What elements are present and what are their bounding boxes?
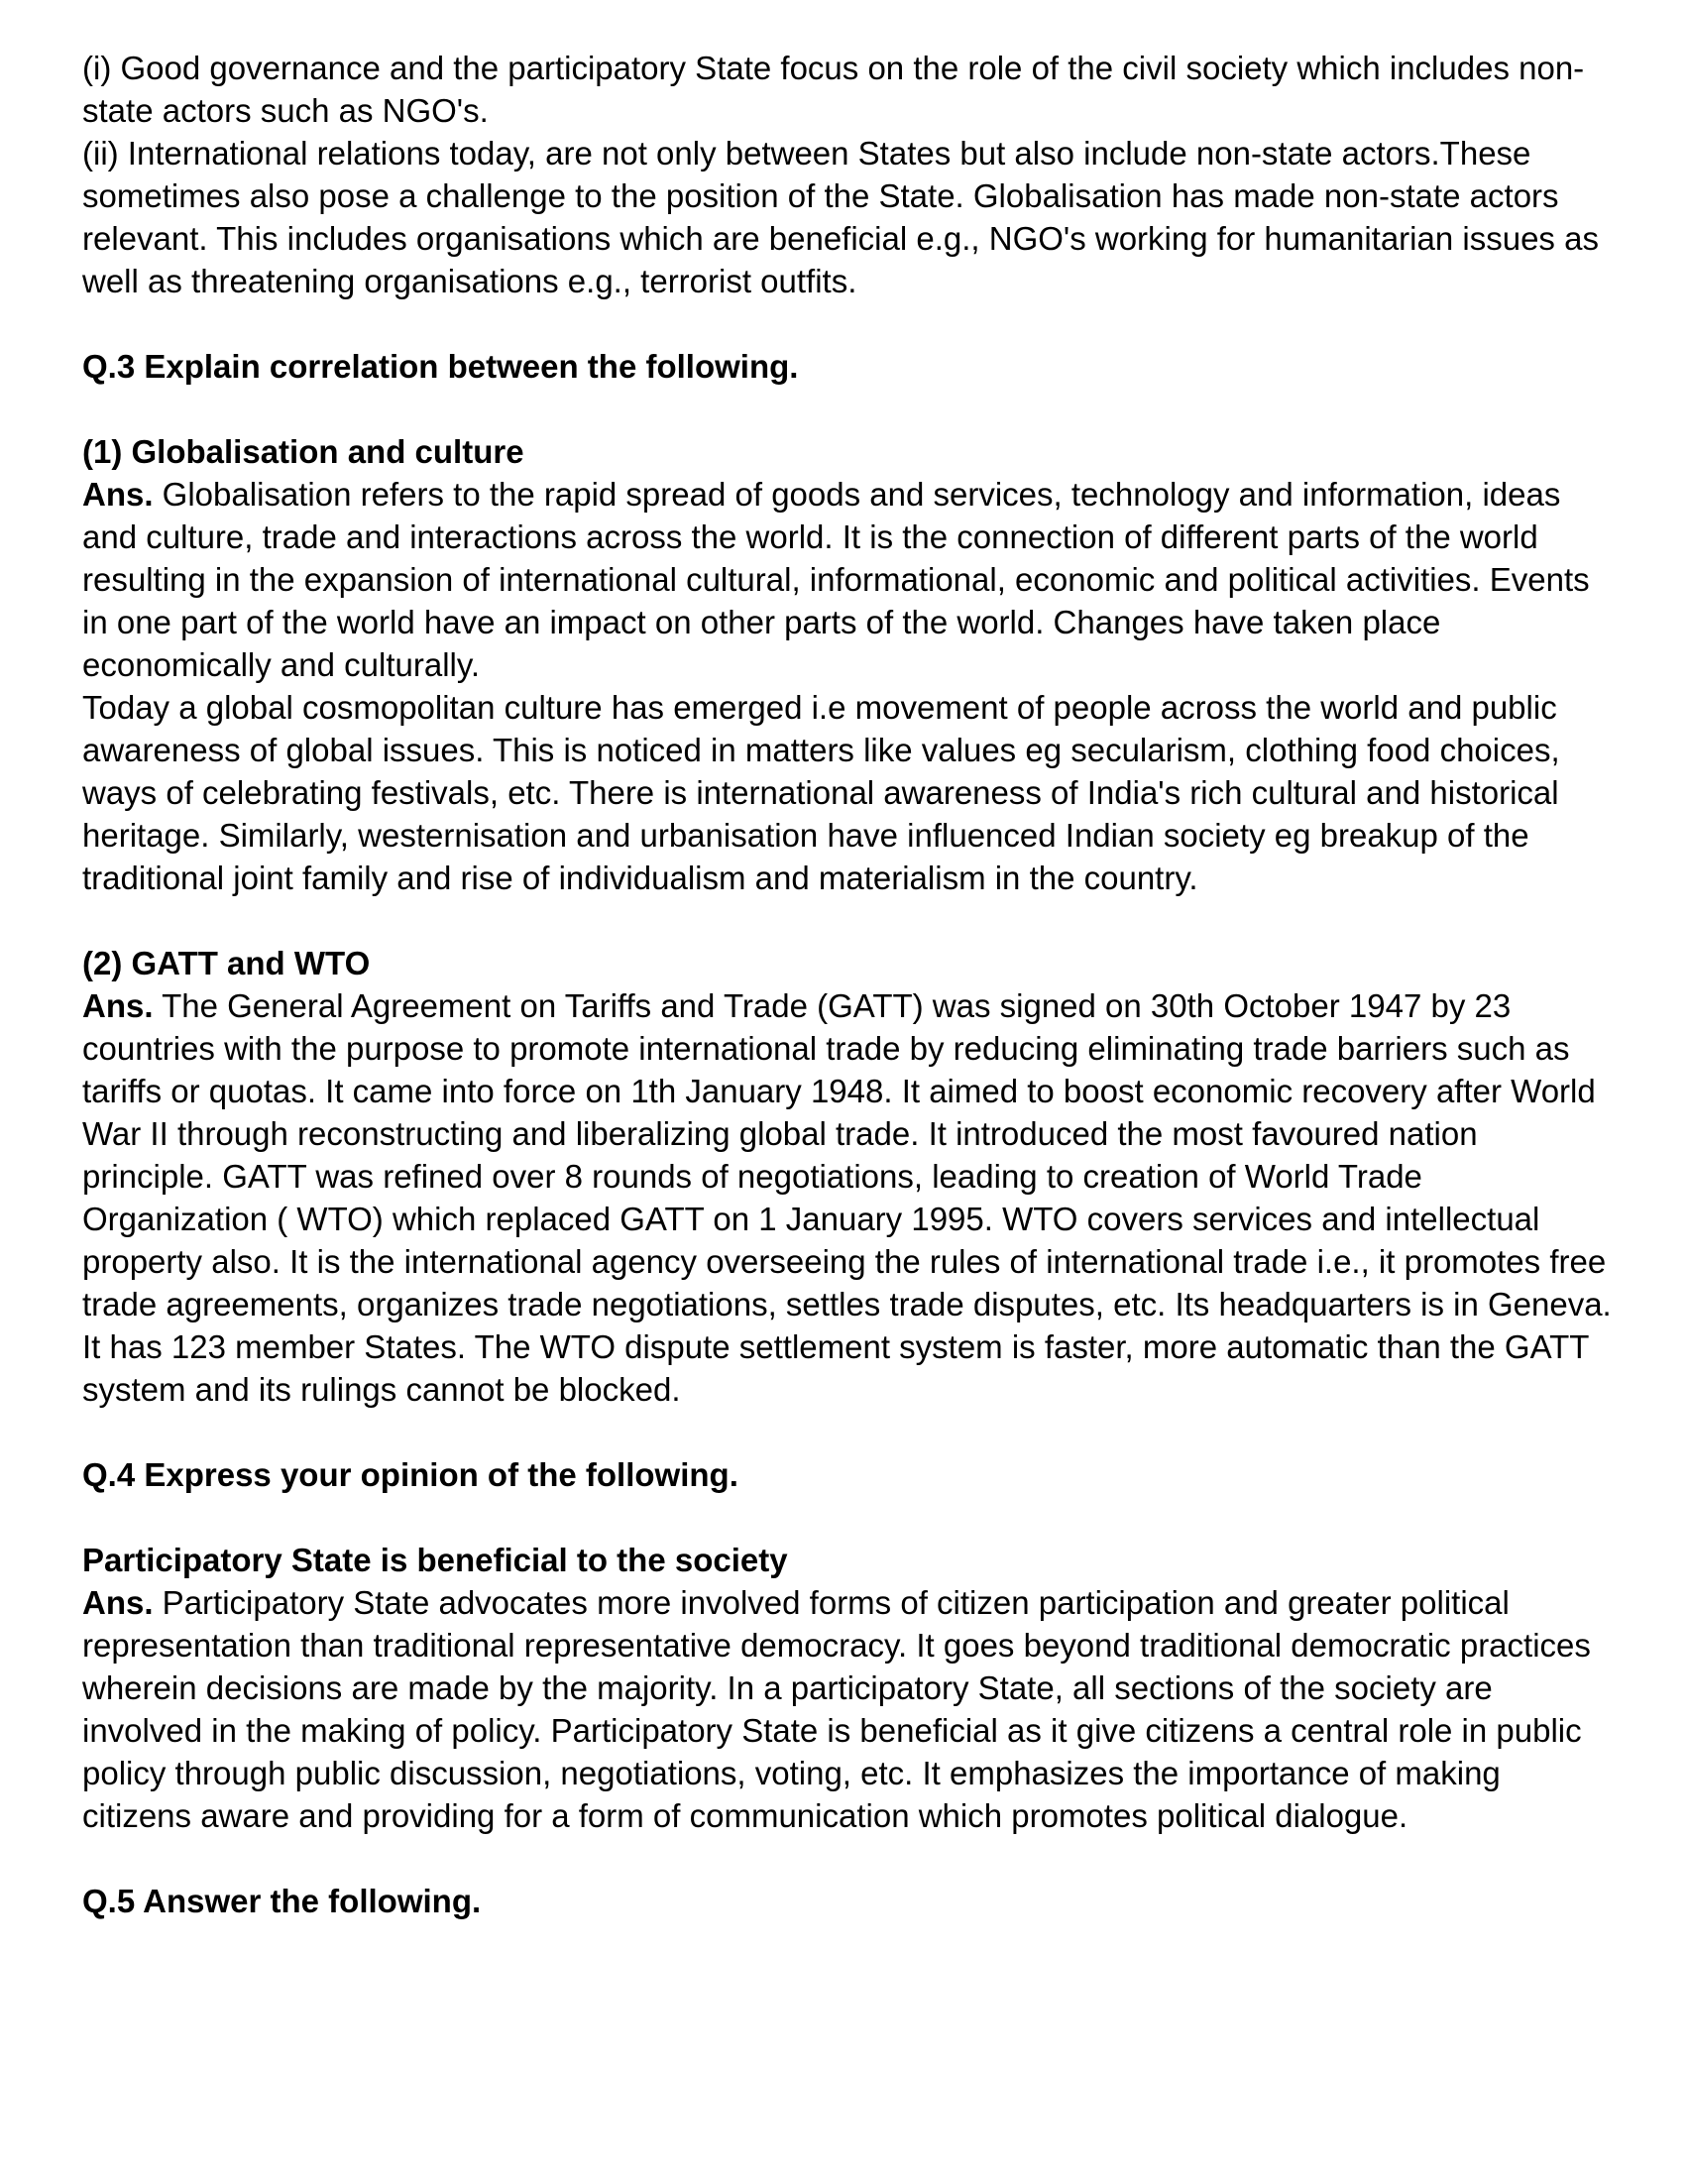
q3-sub1-answer-p1-text: Globalisation refers to the rapid spread of goods and services, technology and information, ideas and culture, trade and interactions across the world. It is the connection of different parts of the world resulting in the expansion of international cultural, informational, economic and political activities. Events in one part of the world have an impact on other parts of the world. Changes have taken place economically and culturally. bbox=[82, 476, 1590, 683]
q3-sub2-answer-text: The General Agreement on Tariffs and Trade (GATT) was signed on 30th October 1947 by 23 countries with the purpose to promote international trade by reducing eliminating trade barriers such as tariffs or quotas. It came into force on 1th January 1948. It aimed to boost economic recovery after World War II through reconstructing and liberalizing global trade. It introduced the most favoured nation principle. GATT was refined over 8 rounds of negotiations, leading to creation of World Trade Organization ( WTO) which replaced GATT on 1 January 1995. WTO covers services and intellectual property also. It is the international agency overseeing the rules of international trade i.e., it promotes free trade agreements, organizes trade negotiations, settles trade disputes, etc. Its headquarters is in Geneva. It has 123 member States. The WTO dispute settlement system is faster, more automatic than the GATT system and its rulings cannot be blocked. bbox=[82, 987, 1612, 1408]
answer-label: Ans. bbox=[82, 987, 154, 1024]
q4-heading: Q.4 Express your opinion of the following. bbox=[82, 1456, 738, 1493]
answer-label: Ans. bbox=[82, 476, 154, 513]
q4-topic-heading: Participatory State is beneficial to the society bbox=[82, 1542, 788, 1578]
q3-sub1-answer-p1 bbox=[82, 473, 1614, 686]
intro-point-ii: (ii) International relations today, are not only between States but also include non-state actors.These sometimes also pose a challenge to the position of the State. Globalisation has made non-state actors relevant. This includes organisations which are beneficial e.g., NGO's working for humanitarian issues as well as threatening organisations e.g., terrorist outfits. bbox=[82, 135, 1599, 299]
q5-heading: Q.5 Answer the following. bbox=[82, 1883, 482, 1919]
q3-sub2-answer bbox=[82, 984, 1614, 1411]
answer-label: Ans. bbox=[82, 1584, 154, 1621]
q3-sub1-answer-p2: Today a global cosmopolitan culture has emerged i.e movement of people across the world and public awareness of global issues. This is noticed in matters like values eg secularism, clothing food choices, ways of celebrating festivals, etc. There is international awareness of India's rich cultural and historical heritage. Similarly, westernisation and urbanisation have influenced Indian society eg breakup of the traditional joint family and rise of individualism and materialism in the country. bbox=[82, 689, 1560, 896]
q3-heading: Q.3 Explain correlation between the following. bbox=[82, 348, 799, 385]
intro-point-i: (i) Good governance and the participatory State focus on the role of the civil society which includes non-state actors such as NGO's. bbox=[82, 50, 1585, 129]
q3-sub1-heading: (1) Globalisation and culture bbox=[82, 433, 524, 470]
q3-sub2-heading: (2) GATT and WTO bbox=[82, 945, 371, 981]
q4-answer-text: Participatory State advocates more involved forms of citizen participation and greater political representation than traditional representative democracy. It goes beyond traditional democratic practices wherein decisions are made by the majority. In a participatory State, all sections of the society are involved in the making of policy. Participatory State is beneficial as it give citizens a central role in public policy through public discussion, negotiations, voting, etc. It emphasizes the importance of making citizens aware and providing for a form of communication which promotes political dialogue. bbox=[82, 1584, 1591, 1834]
q4-answer bbox=[82, 1581, 1614, 1837]
